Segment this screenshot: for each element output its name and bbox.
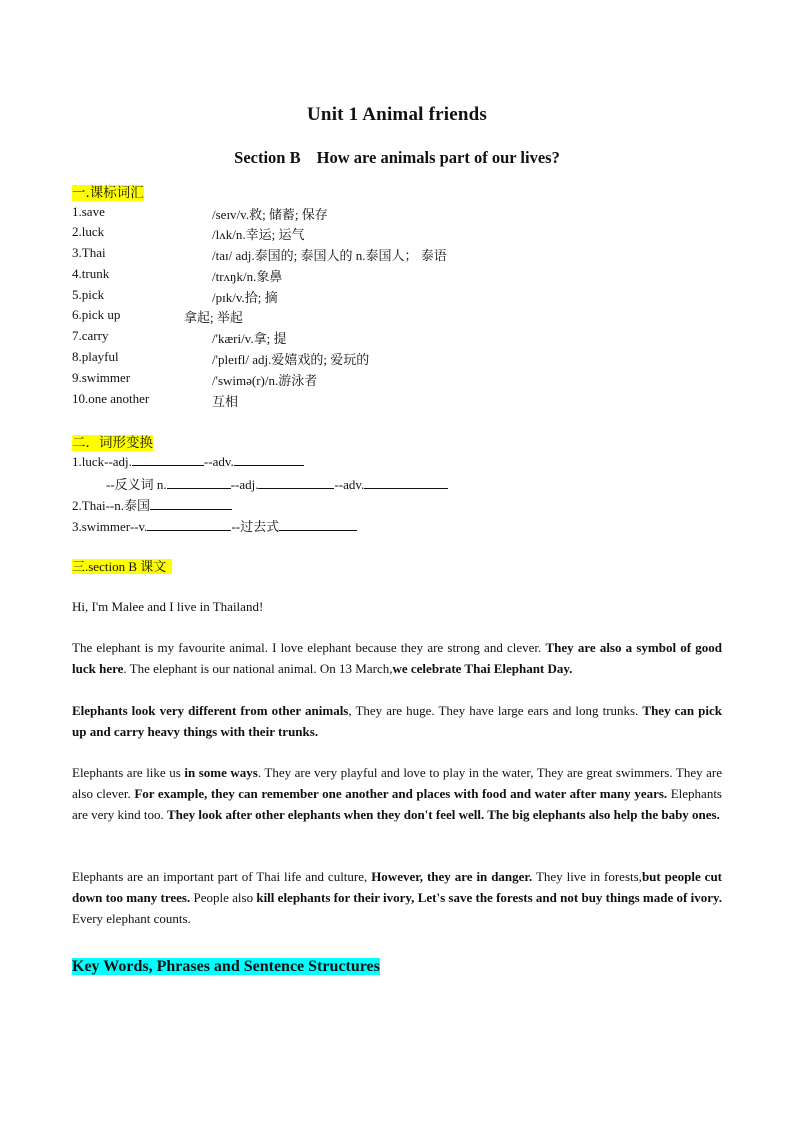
answer-blank[interactable] [132,453,204,466]
paragraph-2: The elephant is my favourite animal. I love elephant because they are strong and clever. They are also a symbol of good luck here. The elephant is our national animal. On 13 March,we celebrate Thai Elephant Day. [72,640,723,676]
document-page: Unit 1 Animal friends Section B How are animals part of our lives? 一.课标词汇 1.save /seɪv/v.救; 储蓄; 保存 2.luck /lʌk/n.幸运; 运气 3.Thai /taɪ/ adj.泰国的; 泰国人的 n.泰国人； 泰语 4.trunk /trʌŋk/n.象鼻 5.pick /pɪk/v.拾; 摘 6.pick up 拿起; 举起 7.carry /'kæri/v.拿; 提 8.playful /'pleɪfl/ adj.爱嬉戏的; 爱玩的 9.swimmer /'swimə(r)/n.游泳者 10.one another 互相 二．词形变换 1.luck--adj. --adv. --反义词 n. --adj. --adv. 2.Thai--n.泰国 3.swimmer--v. --过去式 三.section B 课文 Hi, I'm Malee and I live in Thailand! The elephant is my favourite animal. I love elephant because they are strong and clever. They are also a symbol of good luck here. The elephant is our national animal. On 13 March,we celebrate Thai Elephant Day. Elephants look very different from other animals, They are huge. They have large ears and long trunks. They can pick up and carry heavy things with their trunks. Elephants are like us in some ways. They are very playful and love to play in the water, They are great swimmers. They are also clever. For example, they can remember one another and places with food and water after many years. Elephants are very kind too. They look after other elephants when they don't feel well. The big elephants also help the baby ones. Elephants are an important part of Thai life and culture, However, they are in danger. They live in forests,but people cut down too many trees. People also kill elephants for their ivory, Let's save the forests and not buy things made of ivory. Every elephant counts. Key Words, Phrases and Sentence Structures [0,0,794,1123]
forms-heading: 二．词形变换 [72,435,153,451]
paragraph-4: Elephants are like us in some ways. They are very playful and love to play in the water, They are great swimmers. They are also clever. For example, they can remember one another and places with food and water after many years. Elephants are very kind too. They look after other elephants when they don't feel well. The big elephants also help the baby ones. [72,765,723,822]
page-title: Unit 1 Animal friends [307,104,487,125]
answer-blank[interactable] [150,497,232,510]
form-row-luck: 1.luck--adj. --adv. [72,453,304,470]
section-subtitle [0,148,794,168]
paragraph-3: Elephants look very different from other animals, They are huge. They have large ears and long trunks. They can pick up and carry heavy things with their trunks. [72,703,723,739]
form-row-swimmer: 3.swimmer--v. --过去式 [72,516,357,535]
answer-blank[interactable] [147,518,231,531]
form-row-thai: 2.Thai--n.泰国 [72,495,232,514]
answer-blank[interactable] [364,476,448,489]
section-label: Section B [234,148,301,167]
answer-blank[interactable] [279,518,357,531]
key-words-heading: Key Words, Phrases and Sentence Structures [72,958,380,975]
answer-blank[interactable] [258,476,334,489]
section-question: How are animals part of our lives? [316,148,560,167]
form-row-luck-antonym: --反义词 n. --adj. --adv. [106,474,448,493]
answer-blank[interactable] [234,453,304,466]
answer-blank[interactable] [167,476,231,489]
paragraph-1: Hi, I'm Malee and I live in Thailand! [72,599,264,614]
text-heading: 三.section B 课文 [72,556,172,575]
vocab-heading: 一.课标词汇 [72,185,144,201]
paragraph-5: Elephants are an important part of Thai life and culture, However, they are in danger. They live in forests,but people cut down too many trees. People also kill elephants for their ivory, Let's save the forests and not buy things made of ivory. Every elephant counts. [72,869,723,926]
